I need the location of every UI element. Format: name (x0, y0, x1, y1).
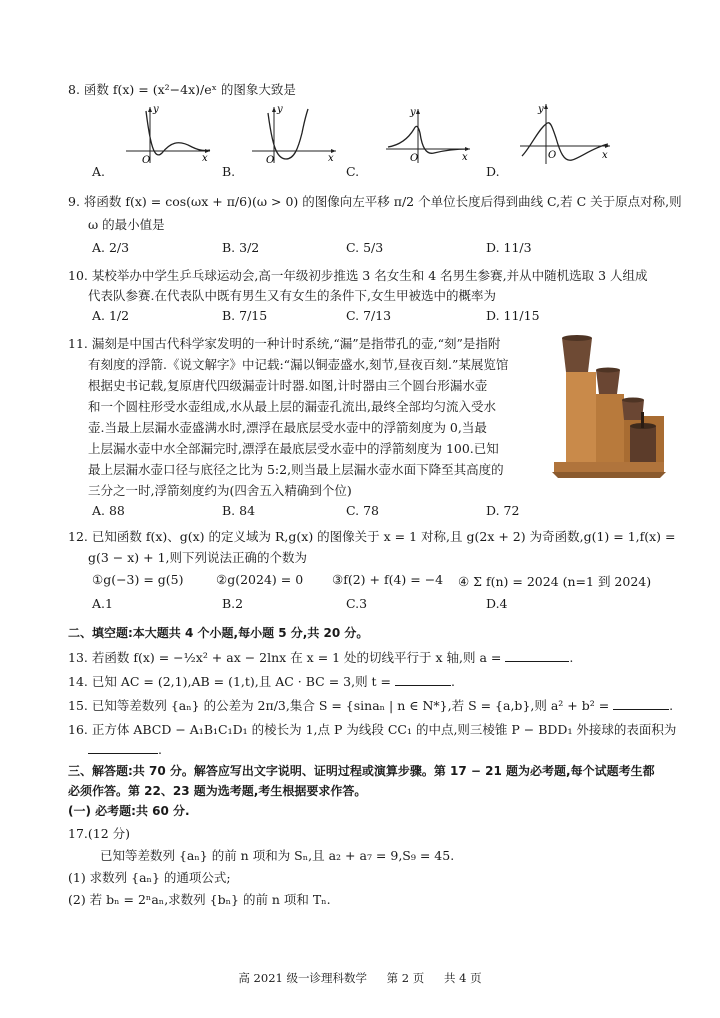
q10-stem-2: 代表队参赛.在代表队中既有男生又有女生的条件下,女生甲被选中的概率为 (88, 288, 496, 303)
q12-option-d: D.4 (486, 596, 508, 611)
q12-option-b: B.2 (222, 596, 244, 611)
q8-graph-b-x: x (328, 153, 334, 164)
q8-option-a: A. (92, 164, 106, 179)
q8-option-d: D. (486, 164, 500, 179)
q9-option-a: A. 2/3 (92, 240, 130, 255)
q8-option-b: B. (222, 164, 236, 179)
section3-heading-2: 必须作答。第 22、23 题为选考题,考生根据要求作答。 (68, 784, 367, 798)
q11-line-1: 11. 漏刻是中国古代科学家发明的一种计时系统,“漏”是指带孔的壶,“刻”是指附 (68, 336, 501, 351)
q12-option-a: A.1 (92, 596, 113, 611)
section3-heading: 三、解答题:共 70 分。解答应写出文字说明、证明过程或演算步骤。第 17 − 21 题为必考题,每个试题考生都 (68, 764, 655, 778)
q14-text: 14. 已知 AC = (2,1),AB = (1,t),且 AC · BC = 3,则 t = (68, 674, 392, 689)
q15-blank (613, 709, 669, 710)
q13: 13. 若函数 f(x) = −½x² + ax − 2lnx 在 x = 1 处的切线平行于 x 轴,则 a = . (68, 650, 574, 665)
q14: 14. 已知 AC = (2,1),AB = (1,t),且 AC · BC = 3,则 t = . (68, 674, 455, 689)
q8-graph-d-x: x (602, 150, 608, 161)
q10-stem: 10. 某校举办中学生乒乓球运动会,高一年级初步推选 3 名女生和 4 名男生参赛,并从中随机选取 3 人组成 (68, 268, 648, 283)
q11-line-6: 上层漏水壶中水全部漏完时,漂浮在最底层受水壶中的浮箭刻度为 100.已知 (88, 441, 499, 456)
q13-blank (505, 661, 569, 662)
q12-statement-2: ②g(2024) = 0 (216, 572, 304, 587)
section3-sub: (一) 必考题:共 60 分. (68, 804, 190, 818)
q8-graph-c-y: y (410, 107, 416, 118)
q8-graph-c-origin: O (410, 153, 419, 164)
q8-graph-d (518, 100, 614, 166)
q10-option-c: C. 7/13 (346, 308, 392, 323)
footer-page: 第 2 页 (386, 971, 425, 985)
q8-graph-a-y: y (153, 104, 159, 115)
q8-graph-b-y: y (277, 104, 283, 115)
section2-heading: 二、填空题:本大题共 4 个小题,每小题 5 分,共 20 分。 (68, 626, 369, 640)
q11-option-d: D. 72 (486, 503, 520, 518)
q12-stem-2: g(3 − x) + 1,则下列说法正确的个数为 (88, 550, 308, 565)
q8-graph-d-y: y (538, 104, 544, 115)
q9-option-c: C. 5/3 (346, 240, 384, 255)
q8-graph-a-origin: O (142, 155, 151, 165)
q8-graph-b (248, 103, 340, 165)
q8-graph-c (382, 103, 474, 165)
q16-blank (88, 753, 158, 754)
q8-graph-c-x: x (462, 152, 468, 163)
q16-text: 16. 正方体 ABCD − A₁B₁C₁D₁ 的棱长为 1,点 P 为线段 CC₁ 的中点,则三棱锥 P − BDD₁ 外接球的表面积为 (68, 722, 677, 737)
q8-graph-d-origin: O (548, 150, 557, 161)
water-clock-image (552, 332, 666, 482)
footer-total: 共 4 页 (443, 971, 482, 985)
footer-title: 高 2021 级一诊理科数学 (238, 971, 367, 985)
q13-text: 13. 若函数 f(x) = −½x² + ax − 2lnx 在 x = 1 处的切线平行于 x 轴,则 a = (68, 650, 502, 665)
q10-option-b: B. 7/15 (222, 308, 268, 323)
q11-option-c: C. 78 (346, 503, 379, 518)
q9-option-b: B. 3/2 (222, 240, 260, 255)
q8-stem: 8. 函数 f(x) = (x²−4x)/eˣ 的图象大致是 (68, 82, 296, 97)
q11-line-7: 最上层漏水壶口径与底径之比为 5:2,则当最上层漏水壶水面下降至其高度的 (88, 462, 504, 477)
q9-option-d: D. 11/3 (486, 240, 532, 255)
q14-blank (395, 685, 451, 686)
q17-stem: 已知等差数列 {aₙ} 的前 n 项和为 Sₙ,且 a₂ + a₇ = 9,S₉ = 45. (100, 848, 455, 863)
q15: 15. 已知等差数列 {aₙ} 的公差为 2π/3,集合 S = {sinaₙ | n ∈ N*},若 S = {a,b},则 a² + b² = . (68, 698, 674, 713)
q11-option-a: A. 88 (92, 503, 125, 518)
q17-part-1: (1) 求数列 {aₙ} 的通项公式; (68, 870, 231, 885)
q11-line-2: 有刻度的浮箭.《说文解字》中记载:“漏以铜壶盛水,刻节,昼夜百刻.”某展览馆 (88, 357, 509, 372)
q11-line-5: 壶.当最上层漏水壶盛满水时,漂浮在最底层受水壶中的浮箭刻度为 0,当最 (88, 420, 487, 435)
q9-stem-2: ω 的最小值是 (88, 217, 165, 232)
q10-option-d: D. 11/15 (486, 308, 540, 323)
page-footer (0, 970, 720, 986)
q15-text: 15. 已知等差数列 {aₙ} 的公差为 2π/3,集合 S = {sinaₙ | n ∈ N*},若 S = {a,b},则 a² + b² = (68, 698, 610, 713)
q11-line-4: 和一个圆柱形受水壶组成,水从最上层的漏壶孔流出,最终全部均匀流入受水 (88, 399, 496, 414)
q12-statement-3: ③f(2) + f(4) = −4 (332, 572, 444, 587)
q11-line-3: 根据史书记载,复原唐代四级漏壶计时器.如图,计时器由三个圆台形漏水壶 (88, 378, 488, 393)
q12-stem: 12. 已知函数 f(x)、g(x) 的定义域为 R,g(x) 的图像关于 x = 1 对称,且 g(2x + 2) 为奇函数,g(1) = 1,f(x) = (68, 529, 676, 544)
q9-stem: 9. 将函数 f(x) = cos(ωx + π/6)(ω > 0) 的图像向左平移 π/2 个单位长度后得到曲线 C,若 C 关于原点对称,则 (68, 194, 682, 209)
q8-graph-b-origin: O (266, 155, 275, 165)
q8-graph-a (122, 103, 214, 165)
q10-option-a: A. 1/2 (92, 308, 130, 323)
q17-part-2: (2) 若 bₙ = 2ⁿaₙ,求数列 {bₙ} 的前 n 项和 Tₙ. (68, 892, 331, 907)
q8-option-c: C. (346, 164, 360, 179)
q16-blank-line: . (88, 742, 162, 757)
q12-statement-4: ④ Σ f(n) = 2024 (n=1 到 2024) (458, 574, 652, 589)
q11-line-8: 三分之一时,浮箭刻度约为(四舍五入精确到个位) (88, 483, 352, 498)
q17-title: 17.(12 分) (68, 826, 131, 841)
q11-option-b: B. 84 (222, 503, 256, 518)
q8-graph-a-x: x (202, 153, 208, 164)
q12-statement-1: ①g(−3) = g(5) (92, 572, 184, 587)
q12-option-c: C.3 (346, 596, 368, 611)
